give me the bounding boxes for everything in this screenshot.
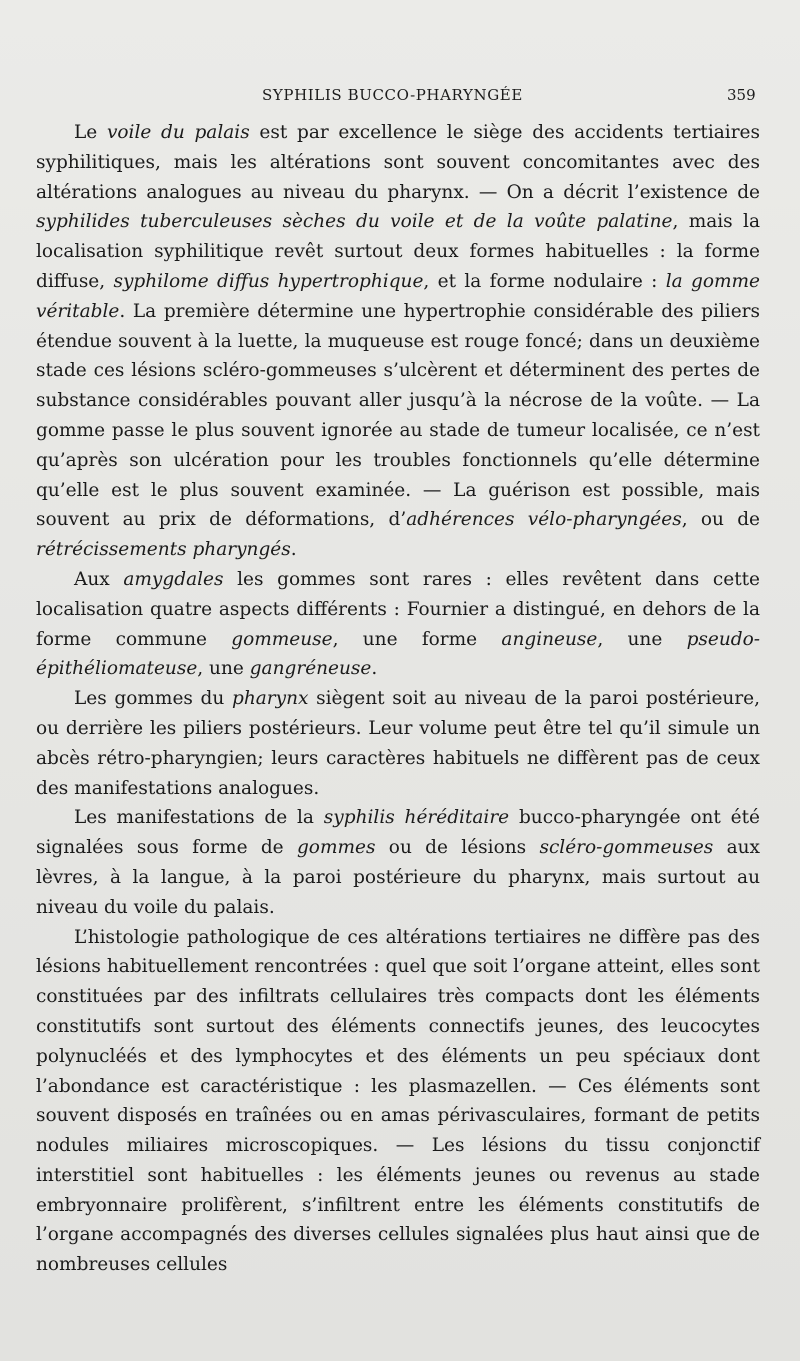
text-run: , une xyxy=(197,658,250,680)
text-run: Le xyxy=(74,122,107,143)
text-run: L’histologie pathologique de ces altérations tertiaires ne diffère pas des lésions habituellement rencontrées : quel que soit l’organe atteint, elles sont constituées par des infiltrats cellulaires très compacts dont les éléments constitutifs sont surtout des éléments connectifs jeunes, des leucocytes polynucléés et des lymphocytes et des éléments un peu spéciaux dont l’abondance est caractéristique : les plasmazellen. — Ces éléments sont souvent disposés en traînées ou en amas périvasculaires, formant de petits nodules miliaires microscopiques. — Les lésions du tissu conjonctif interstitiel sont habituelles : les éléments jeunes ou revenus au stade embryonnaire prolifèrent, s’infiltrent entre les éléments constitutifs de l’organe accompagnés des diverses cellules signalées plus haut ainsi que de nombreuses cellules xyxy=(36,926,760,1276)
italic-run: voile du palais xyxy=(106,122,250,143)
text-run: Aux xyxy=(74,568,124,590)
text-run: siègent soit au niveau de la paroi postérieure, ou derrière les piliers postérieurs. Leur volume peut être tel qu’il simule un abcès rétro-pharyngien; leurs caractères habituels ne diffèrent pas de ceux des manifestations analogues. xyxy=(36,688,760,799)
italic-run: pseudo-épithéliomateuse xyxy=(36,628,761,680)
italic-run: la gomme véritable xyxy=(36,270,760,322)
text-run: , une forme xyxy=(332,628,502,650)
text-run: aux lèvres, à la langue, à la paroi postérieure du pharynx, mais surtout au niveau du voile du palais. xyxy=(36,837,760,918)
text-run: , et la forme nodulaire : xyxy=(423,270,666,292)
italic-run: gangréneuse xyxy=(249,658,372,680)
paragraph xyxy=(36,803,760,922)
text-run: Les manifestations de la xyxy=(74,807,324,829)
text-run: Les gommes du xyxy=(74,688,232,710)
italic-run: amygdales xyxy=(123,568,224,590)
text-run: les gommes sont rares : elles revêtent dans cette localisation quatre aspects différents : Fournier a distingué, en dehors de la forme commune xyxy=(36,568,761,650)
text-run: , mais la localisation syphilitique revêt surtout deux formes habituelles : la forme diffuse, xyxy=(36,211,760,292)
italic-run: pharynx xyxy=(231,688,309,710)
page-number: 359 xyxy=(727,86,756,104)
text-run: . xyxy=(371,658,378,680)
text-run: , ou de xyxy=(681,509,760,531)
italic-run: syphilis héréditaire xyxy=(323,807,510,829)
italic-run: angineuse xyxy=(501,628,598,650)
paragraph xyxy=(36,684,760,803)
italic-run: syphilome diffus hypertrophique xyxy=(113,270,424,292)
text-run: , une xyxy=(597,628,687,650)
paragraph xyxy=(36,118,760,565)
italic-run: syphilides tuberculeuses sèches du voile et de la voûte palatine xyxy=(36,211,673,233)
italic-run: scléro-gommeuses xyxy=(539,837,714,859)
italic-run: gommeuse xyxy=(231,628,333,650)
running-title: SYPHILIS BUCCO-PHARYNGÉE xyxy=(262,86,523,104)
text-run: ou de lésions xyxy=(375,837,540,859)
italic-run: rétrécissements pharyngés xyxy=(36,539,291,561)
paragraph xyxy=(36,923,760,1281)
paragraph xyxy=(36,565,760,684)
text-run: . xyxy=(290,539,297,561)
text-run: est par excellence le siège des accidents tertiaires syphilitiques, mais les altérations sont souvent concomitantes avec des altérations analogues au niveau du pharynx. — On a décrit l’existence de xyxy=(36,122,760,203)
italic-run: gommes xyxy=(296,837,376,859)
italic-run: adhérences vélo-pharyngées xyxy=(406,509,682,531)
page-header xyxy=(0,86,800,106)
text-run: bucco-pharyngée ont été signalées sous forme de xyxy=(36,807,760,859)
page-body xyxy=(36,118,760,1280)
text-run: . La première détermine une hypertrophie considérable des piliers étendue souvent à la luette, la muqueuse est rouge foncé; dans un deuxième stade ces lésions scléro-gommeuses s’ulcèrent et déterminent des pertes de substance considérables pouvant aller jusqu’à la nécrose de la voûte. — La gomme passe le plus souvent ignorée au stade de tumeur localisée, ce n’est qu’après son ulcération pour les troubles fonctionnels qu’elle détermine qu’elle est le plus souvent examinée. — La guérison est possible, mais souvent au prix de déformations, d’ xyxy=(36,300,760,531)
